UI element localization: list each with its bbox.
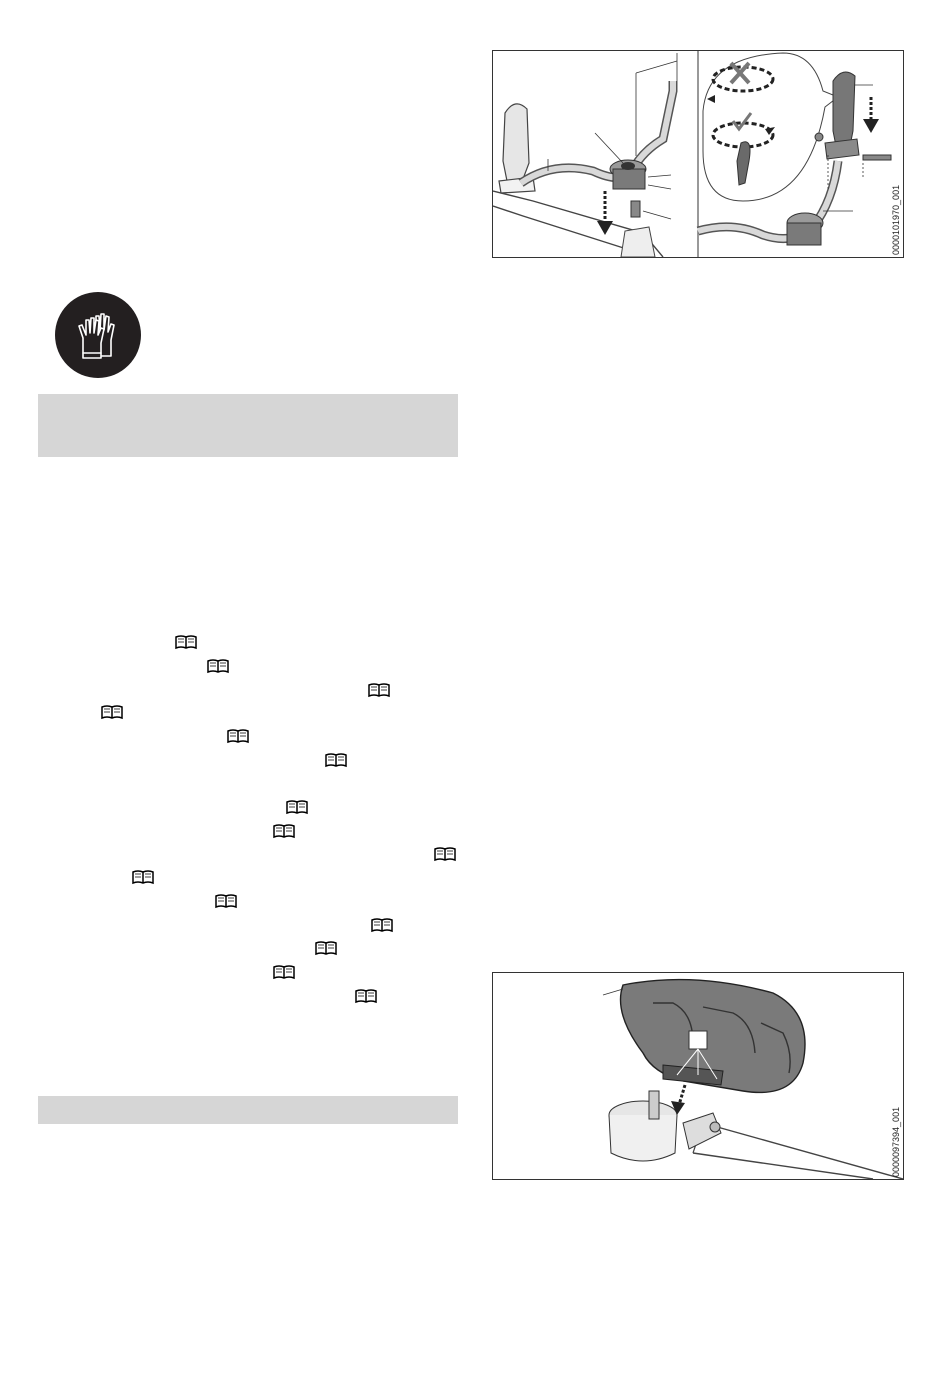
- book-icon: [355, 988, 377, 1004]
- figure-id: 0000097394_001: [891, 1106, 901, 1177]
- section-heading-box: [38, 394, 458, 457]
- book-icon: [207, 658, 229, 674]
- deflector-mounting-figure: [492, 972, 904, 1180]
- handle-mounting-figure: [492, 50, 904, 258]
- book-icon: [371, 917, 393, 933]
- book-icon: [368, 682, 390, 698]
- book-icon: [132, 869, 154, 885]
- book-icon: [286, 799, 308, 815]
- book-icon: [175, 634, 197, 650]
- book-icon: [273, 964, 295, 980]
- section-heading-box: [38, 1096, 458, 1124]
- figure-id: 0000101970_001: [891, 184, 901, 255]
- book-icon: [101, 704, 123, 720]
- book-icon: [434, 846, 456, 862]
- gloves-icon: [55, 292, 141, 378]
- book-icon: [273, 823, 295, 839]
- book-icon: [215, 893, 237, 909]
- book-icon: [227, 728, 249, 744]
- book-icon: [315, 940, 337, 956]
- book-icon: [325, 752, 347, 768]
